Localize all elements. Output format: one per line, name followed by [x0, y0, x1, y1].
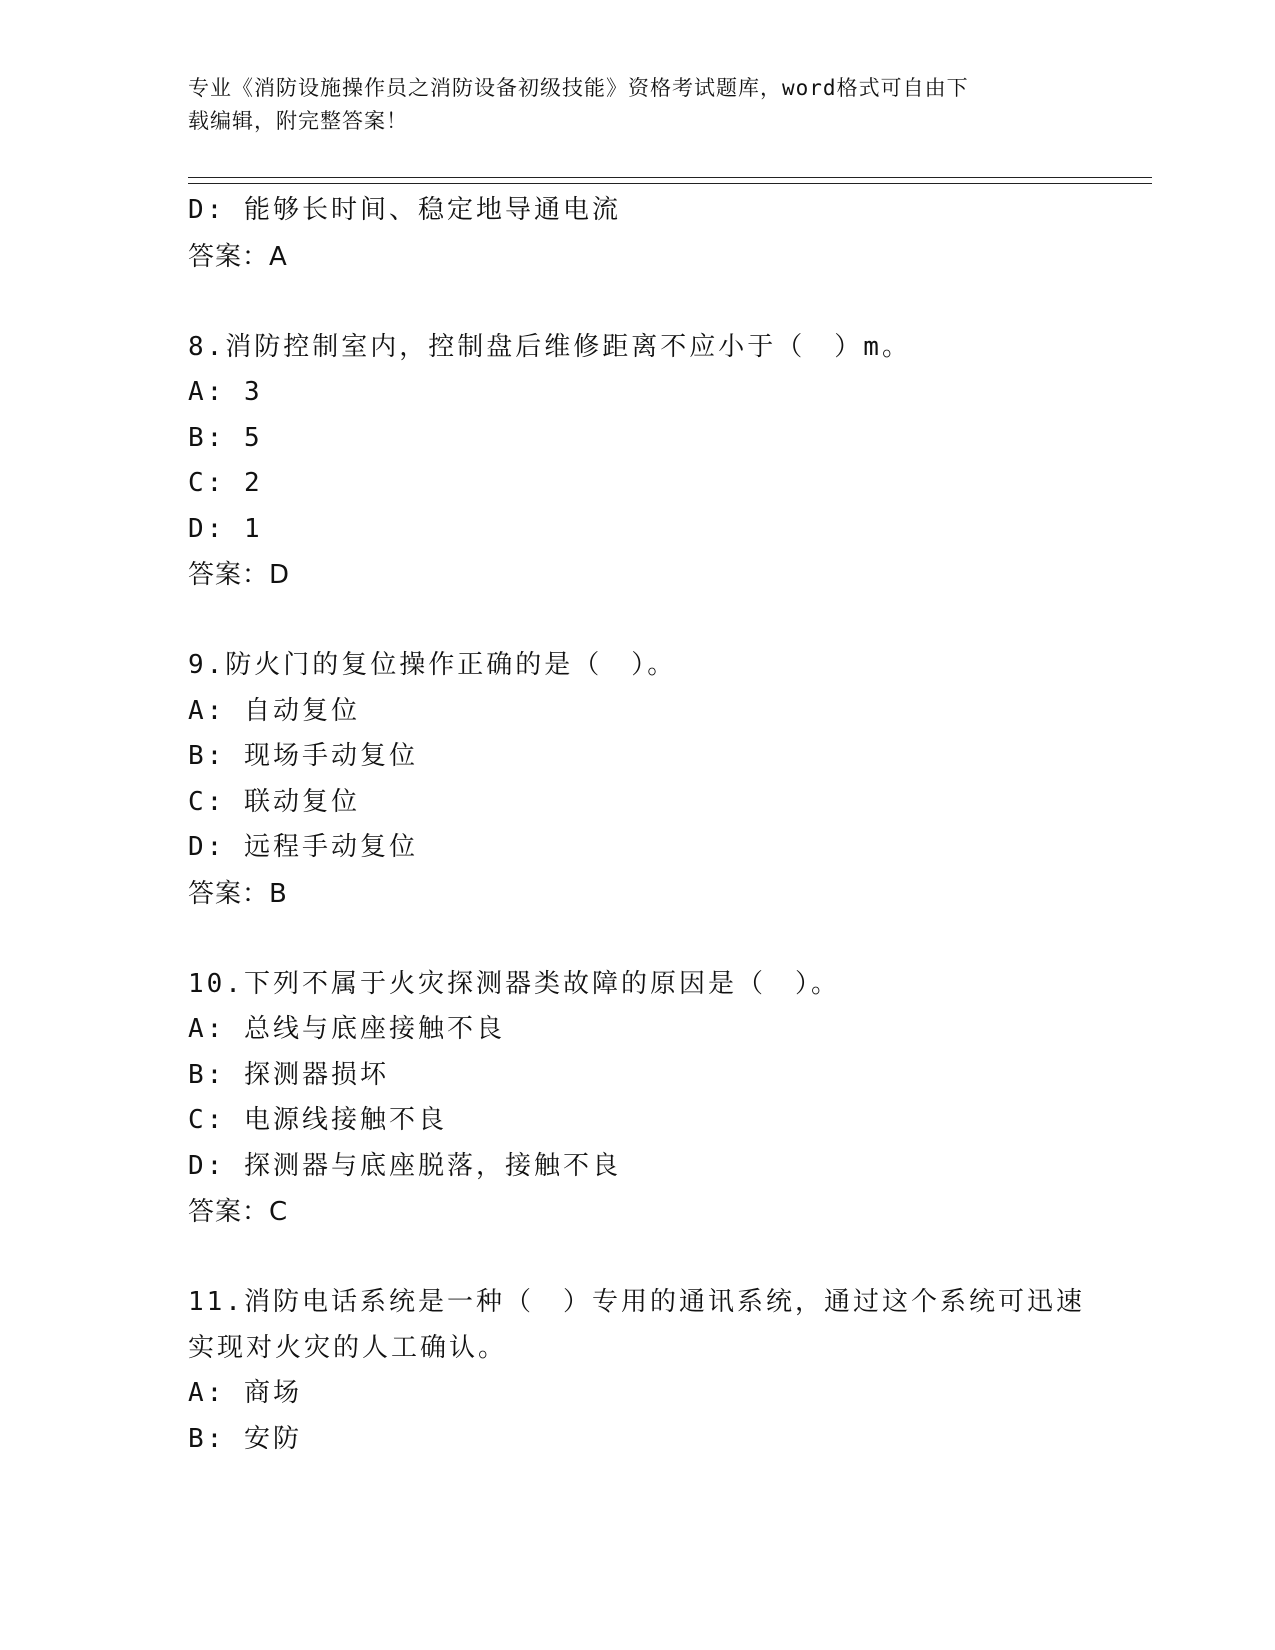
question-stem: 10.下列不属于火灾探测器类故障的原因是（ ）。: [188, 968, 840, 999]
option-b: B: 探测器损坏: [188, 1059, 389, 1090]
option-a: A: 商场: [188, 1378, 302, 1408]
option-a: A: 自动复位: [188, 695, 360, 726]
option-c: C: 2: [188, 468, 263, 498]
question-9: [188, 643, 1088, 917]
answer-line: 答案：D: [188, 560, 291, 590]
header-divider-bottom: [188, 183, 1152, 184]
option-d: D: 探测器与底座脱落，接触不良: [188, 1150, 621, 1181]
option-a: A: 3: [188, 377, 263, 407]
option-d: D: 能够长时间、稳定地导通电流: [188, 195, 621, 225]
document-header: [188, 72, 1068, 138]
answer-line: 答案：B: [188, 878, 288, 909]
answer-line: 答案：A: [188, 241, 288, 272]
question-stem: 9.防火门的复位操作正确的是（ ）。: [188, 650, 677, 680]
option-d: D: 远程手动复位: [188, 832, 418, 862]
option-c: C: 电源线接触不良: [188, 1105, 447, 1135]
option-b: B: 现场手动复位: [188, 741, 418, 771]
option-c: C: 联动复位: [188, 786, 360, 817]
option-b: B: 安防: [188, 1423, 302, 1454]
question-stem: 8.消防控制室内，控制盘后维修距离不应小于（ ）m。: [188, 331, 911, 362]
header-divider-top: [188, 177, 1152, 178]
header-line-2: 载编辑，附完整答案！: [188, 109, 408, 133]
option-b: B: 5: [188, 422, 263, 453]
question-10: [188, 962, 1088, 1236]
question-stem-line-1: 11.消防电话系统是一种（ ）专用的通讯系统，通过这个系统可迅速: [188, 1287, 1085, 1317]
header-line-1: 专业《消防设施操作员之消防设备初级技能》资格考试题库，word格式可自由下: [188, 76, 969, 100]
question-content: [188, 188, 1088, 1462]
option-a: A: 总线与底座接触不良: [188, 1014, 505, 1044]
answer-line: 答案：C: [188, 1197, 289, 1227]
previous-question-tail: [188, 188, 1088, 280]
option-d: D: 1: [188, 513, 263, 544]
question-8: [188, 325, 1088, 599]
question-stem-line-2: 实现对火灾的人工确认。: [188, 1332, 508, 1363]
question-11: [188, 1280, 1088, 1462]
